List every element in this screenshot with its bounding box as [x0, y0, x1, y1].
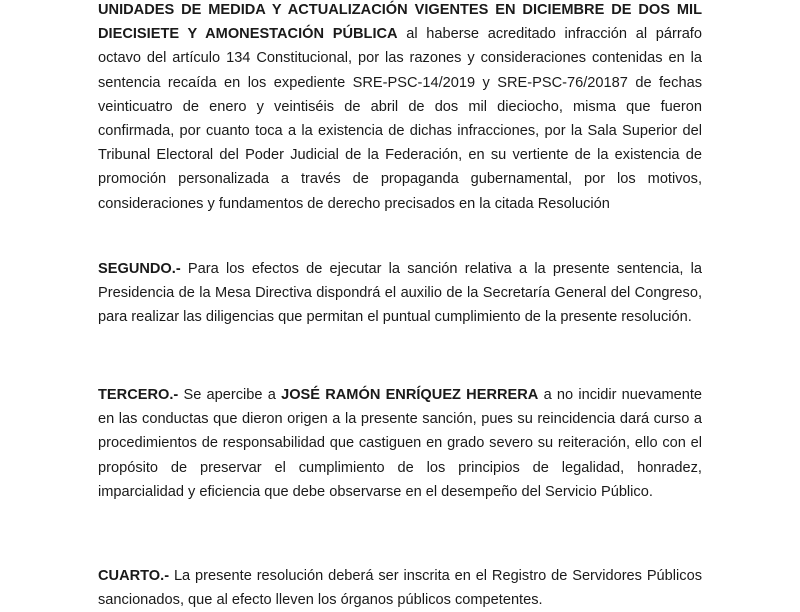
resolutivo-label: CUARTO.-	[98, 568, 170, 584]
paragraph-text: al haberse acreditado infracción al párrafo octavo del artículo 134 Constitucional, por las razones y consideraciones contenidas en la sentencia recaída en los expediente SRE-PSC-14/2019 y SRE-PSC-76/20187 de fechas veinticuatro de enero y veintiséis de abril de dos mil dieciocho, misma que fueron confirmada, por cuanto toca a la existencia de dichas infracciones, por la Sala Superior del Tribunal Electoral del Poder Judicial de la Federación, en su vertiente de la existencia de promoción personalizada a través de propaganda gubernamental, por los motivos, consideraciones y fundamentos de derecho precisados en la citada Resolución	[98, 26, 702, 212]
paragraph-text: Para los efectos de ejecutar la sanción relativa a la presente sentencia, la Presidencia de la Mesa Directiva dispondrá el auxilio de la Secretaría General del Congreso, para realizar las diligencias que permitan el puntual cumplimiento de la presente resolución.	[98, 261, 702, 326]
sanction-heading: UNIDADES DE MEDIDA Y ACTUALIZACIÓN VIGENTES EN DICIEMBRE DE DOS MIL DIECISIETE Y AMONESTACIÓN PÚBLICA	[98, 2, 702, 43]
paragraph-text: La presente resolución deberá ser inscrita en el Registro de Servidores Públicos sancionados, que al efecto lleven los órganos públicos competentes.	[98, 568, 702, 609]
resolutivo-primero-continuation	[98, 0, 702, 216]
sanctioned-person-name: JOSÉ RAMÓN ENRÍQUEZ HERRERA	[281, 387, 539, 403]
resolutivo-cuarto	[98, 564, 702, 609]
resolutivo-segundo	[98, 257, 702, 330]
paragraph-text: a no incidir nuevamente en las conductas que dieron origen a la presente sanción, pues su reincidencia dará curso a procedimientos de responsabilidad que castiguen en grado severo su reiteración, ello con el propósito de preservar el cumplimiento de los principios de legalidad, honradez, imparcialidad y eficiencia que debe observarse en el desempeño del Servicio Público.	[98, 387, 703, 500]
paragraph-text: Se apercibe a	[178, 387, 282, 403]
resolutivo-label: SEGUNDO.-	[98, 261, 181, 277]
resolutivo-tercero	[98, 383, 702, 504]
resolutivo-label: TERCERO.-	[98, 387, 179, 403]
